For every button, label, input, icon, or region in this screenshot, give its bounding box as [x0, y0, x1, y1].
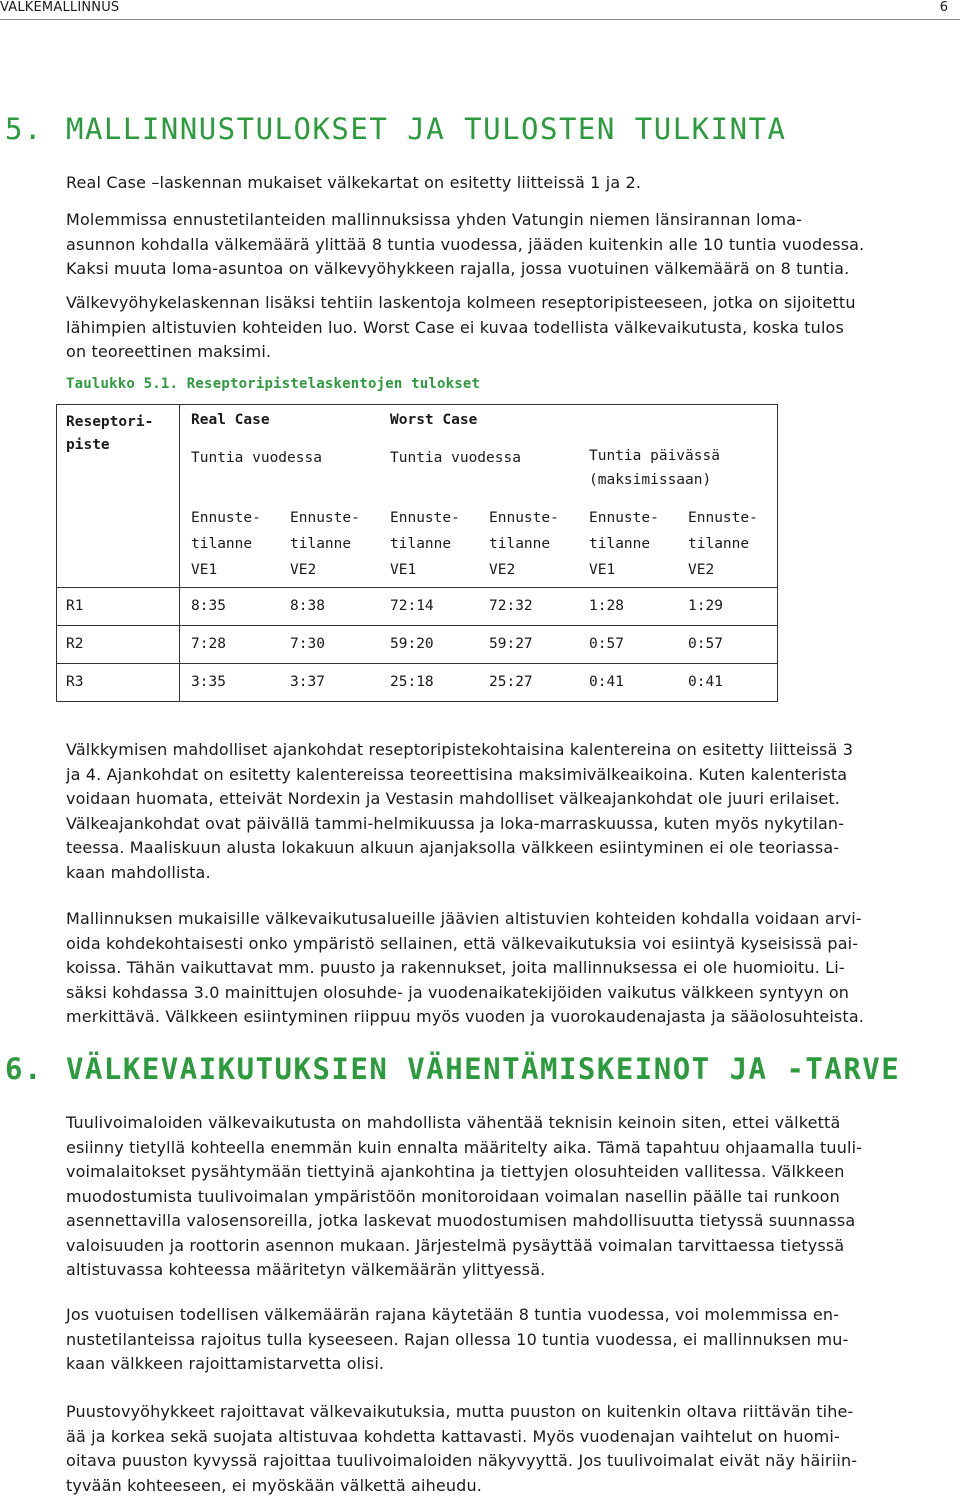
table-cell: 7:30 [290, 636, 325, 652]
scenario-header: Ennuste- tilanne VE2 [290, 510, 360, 578]
paragraph: Jos vuotuisen todellisen välkemäärän rajana käytetään 8 tuntia vuodessa, voi molemmissa en- nustetilanteissa rajoitus tulla kyseeseen. Rajan ollessa 10 tuntia vuodessa, ei mallinnuksen mu- kaan välkkeen rajoittamistarvetta olisi. [66, 1305, 849, 1373]
row-id: R3 [66, 674, 84, 690]
table-cell: 59:20 [390, 636, 434, 652]
table-cell: 0:41 [688, 674, 723, 690]
section-5-number: 5. [5, 112, 43, 146]
worst-case-header: Worst Case [390, 412, 478, 428]
table-cell: 72:32 [489, 598, 533, 614]
paragraph: Molemmissa ennustetilanteiden mallinnuksissa yhden Vatungin niemen länsirannan loma- asunnon kohdalla välkemäärä ylittää 8 tuntia vuodessa, jääden kuitenkin alle 10 tuntia vuodessa. Kaksi muuta loma-asuntoa on välkevyöhykkeen rajalla, jossa vuotuinen välkemäärä on 8 tuntia. [66, 210, 865, 278]
receptor-header: Reseptori- piste [66, 414, 154, 453]
table-cell: 7:28 [191, 636, 226, 652]
hours-per-year-header: Tuntia vuodessa [191, 450, 322, 466]
real-case-header: Real Case [191, 412, 270, 428]
paragraph: Puustovyöhykkeet rajoittavat välkevaikutuksia, mutta puuston on kuitenkin oltava riittävän tihe- ää ja korkea sekä suojata altistuvaa kohdetta kattavasti. Myös vuodenajan vaihtelut on huomi- oitava puuston kyvyssä rajoittaa tuulivoimaloiden näkyvyyttä. Jos tuulivoimalat eivät näy häiriin- tyvään kohteeseen, ei myöskään välkettä aiheudu. [66, 1402, 858, 1495]
table-cell: 3:35 [191, 674, 226, 690]
row-id: R1 [66, 598, 84, 614]
table-cell: 25:27 [489, 674, 533, 690]
table-cell: 8:38 [290, 598, 325, 614]
page-number: 6 [939, 0, 948, 15]
table-cell: 1:28 [589, 598, 624, 614]
scenario-header: Ennuste- tilanne VE1 [191, 510, 261, 578]
page-header [0, 0, 960, 20]
paragraph: Tuulivoimaloiden välkevaikutusta on mahdollista vähentää teknisin keinoin siten, ettei välkettä esiinny tietyllä kohteella enemmän kuin ennalta määritelty aika. Tämä tapahtuu ohjaamalla tuuli- voimalaitokset pysähtymään tiettyinä ajankohtina ja tiettyjen olosuhteiden vallitessa. Välkkeen muodostumista tuulivoimalan ympäristöön monitoroidaan voimalan nasellin päälle tai runkoon asennettavilla valosensoreilla, jotka laskevat muodostumisen mahdollisuutta tietyssä suunnassa valoisuuden ja roottorin asennon mukaan. Järjestelmä pysäyttää voimalan tarvittaessa tietyssä altistuvassa kohteessa määritetyn välkemäärän ylittyessä. [66, 1113, 863, 1279]
table-cell: 72:14 [390, 598, 434, 614]
section-5-title: MALLINNUSTULOKSET JA TULOSTEN TULKINTA [66, 112, 787, 146]
paragraph: Mallinnuksen mukaisille välkevaikutusalueille jäävien altistuvien kohteiden kohdalla voidaan arvi- oida kohdekohtaisesti onko ympäristö sellainen, että välkevaikutuksia voi esiintyä kyseisissä pai- koissa. Tähän vaikuttavat mm. puusto ja rakennukset, joita mallinnuksessa ei ole huomioitu. Li- säksi kohdassa 3.0 mainittujen olosuhde- ja vuodenaikatekijöiden vaikutus välkkeen syntyyn on merkittävä. Välkkeen esiintyminen riippuu myös vuoden ja vuorokaudenajasta ja sääolosuhteista. [66, 909, 865, 1026]
hours-per-year-header: Tuntia vuodessa [390, 450, 521, 466]
paragraph: Real Case –laskennan mukaiset välkekartat on esitetty liitteissä 1 ja 2. [66, 173, 642, 192]
table-cell: 0:41 [589, 674, 624, 690]
paragraph: Välkkymisen mahdolliset ajankohdat reseptoripistekohtaisina kalentereina on esitetty liitteissä 3 ja 4. Ajankohdat on esitetty kalentereissa teoreettisina maksimivälkeaikoina. Kuten kalenterista voidaan huomata, etteivät Nordexin ja Vestasin mahdolliset välkeajankohdat ole juuri erilaiset. Välkeajankohdat ovat päivällä tammi-helmikuussa ja loka-marraskuussa, kuten myös nykytilan- teessa. Maaliskuun alusta lokakuun alkuun ajanjaksolla välkkeen esiintyminen ei ole teoriassa- kaan mahdollista. [66, 740, 854, 882]
scenario-header: Ennuste- tilanne VE2 [688, 510, 758, 578]
table-cell: 1:29 [688, 598, 723, 614]
scenario-header: Ennuste- tilanne VE1 [589, 510, 659, 578]
header-title: VÄLKEMALLINNUS [0, 0, 120, 15]
table-cell: 3:37 [290, 674, 325, 690]
hours-per-day-header: Tuntia päivässä (maksimissaan) [589, 448, 720, 488]
table-cell: 25:18 [390, 674, 434, 690]
scenario-header: Ennuste- tilanne VE2 [489, 510, 559, 578]
table-cell: 0:57 [589, 636, 624, 652]
results-table [56, 404, 778, 702]
paragraph: Välkevyöhykelaskennan lisäksi tehtiin laskentoja kolmeen reseptoripisteeseen, jotka on sijoitettu lähimpien altistuvien kohteiden luo. Worst Case ei kuvaa todellista välkevaikutusta, koska tulos on teoreettinen maksimi. [66, 293, 856, 361]
scenario-header: Ennuste- tilanne VE1 [390, 510, 460, 578]
section-6-number: 6. [5, 1052, 43, 1086]
table-cell: 0:57 [688, 636, 723, 652]
section-6-title: VÄLKEVAIKUTUKSIEN VÄHENTÄMISKEINOT JA -TARVE [66, 1052, 901, 1086]
table-caption: Taulukko 5.1. Reseptoripistelaskentojen tulokset [66, 376, 481, 392]
table-cell: 59:27 [489, 636, 533, 652]
table-cell: 8:35 [191, 598, 226, 614]
row-id: R2 [66, 636, 84, 652]
